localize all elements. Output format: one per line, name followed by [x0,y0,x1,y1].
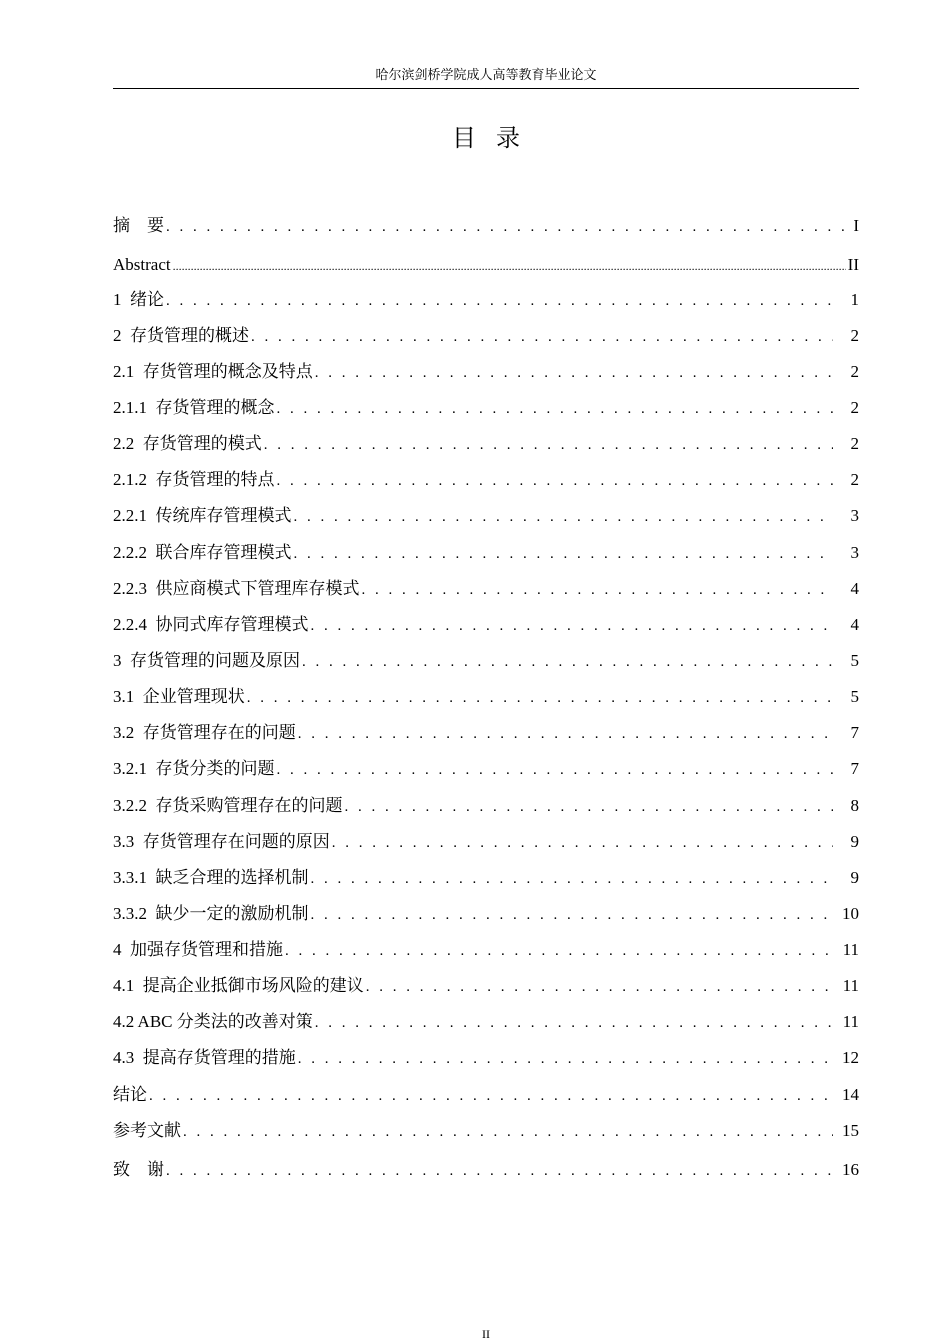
toc-entry-label: 2.2 存货管理的模式 [113,434,262,453]
toc-leader-dots [332,831,833,855]
toc-entry[interactable] [113,1083,859,1108]
toc-entry[interactable] [113,613,859,638]
toc-entry-page: 16 [842,1160,859,1179]
toc-entry[interactable] [113,685,859,710]
toc-entry-label: 3.3.1 缺乏合理的选择机制 [113,868,309,887]
toc-entry-label: 2.1.2 存货管理的特点 [113,470,275,489]
toc-leader-dots [311,614,834,638]
toc-entry-label: 2 存货管理的概述 [113,326,249,345]
toc-entry-label: 4 加强存货管理和措施 [113,940,283,959]
toc-entry-page: 2 [850,398,859,417]
toc-entry[interactable] [113,1046,859,1071]
toc-leader-dots [315,361,833,385]
toc-entry[interactable] [113,432,859,457]
toc-entry-label: 3.3 存货管理存在问题的原因 [113,832,330,851]
toc-entry-label: 2.1 存货管理的概念及特点 [113,362,313,381]
toc-entry-label: 结论 [113,1085,147,1104]
toc-entry[interactable] [113,468,859,493]
toc-leader-dots [302,650,833,674]
toc-leader-dots [277,758,834,782]
toc-leader-dots [173,254,846,278]
toc-entry-page: 4 [850,579,859,598]
toc-entry-label: 3.3.2 缺少一定的激励机制 [113,904,309,923]
toc-entry[interactable] [113,721,859,746]
toc-entry-page: 5 [850,687,859,706]
toc-entry[interactable] [113,938,859,963]
toc-entry-label: 3.2 存货管理存在的问题 [113,723,296,742]
toc-entry-label: Abstract [113,255,171,274]
toc-leader-dots [247,686,833,710]
toc-entry-page: II [847,255,859,274]
toc-entry-label: 1 绪论 [113,290,164,309]
toc-entry-page: 2 [850,326,859,345]
toc-entry[interactable] [113,902,859,927]
toc-entry-label: 2.2.1 传统库存管理模式 [113,506,292,525]
toc-entry-page: 9 [850,832,859,851]
page-number: II [482,1327,490,1341]
toc-entry[interactable] [113,396,859,421]
toc-leader-dots [277,469,834,493]
toc-entry-label: 4.3 提高存货管理的措施 [113,1048,296,1067]
toc-entry-page: 5 [850,651,859,670]
toc-entry-label: 参考文献 [113,1121,181,1140]
toc-leader-dots [345,795,834,819]
page-title: 目录 [452,124,540,152]
toc-entry-page: 11 [842,940,859,959]
toc-entry-label: 2.1.1 存货管理的概念 [113,398,275,417]
toc-entry[interactable] [113,253,859,278]
toc-entry[interactable] [113,360,859,385]
toc-entry[interactable] [113,866,859,891]
toc-leader-dots [183,1120,833,1144]
toc-leader-dots [166,1159,833,1183]
toc-leader-dots [298,722,833,746]
toc-entry-page: 1 [850,290,859,309]
toc-entry-page: 15 [842,1121,859,1140]
toc-entry[interactable] [113,757,859,782]
toc-entry[interactable] [113,1010,859,1035]
toc-entry-label: 2.2.3 供应商模式下管理库存模式 [113,579,360,598]
toc-entry-page: 8 [850,796,859,815]
toc-leader-dots [285,939,833,963]
toc-entry-page: 3 [850,543,859,562]
toc-entry[interactable] [113,214,859,239]
toc-entry-page: I [853,216,859,235]
toc-entry[interactable] [113,541,859,566]
running-header: 哈尔滨剑桥学院成人高等教育毕业论文 [375,67,597,82]
toc-entry-page: 9 [850,868,859,887]
toc-entry-page: 11 [842,976,859,995]
toc-leader-dots [366,975,833,999]
toc-entry-page: 2 [850,470,859,489]
toc-entry-label: 3.2.2 存货采购管理存在的问题 [113,796,343,815]
toc-leader-dots [277,397,834,421]
toc-entry-page: 14 [842,1085,859,1104]
toc-entry-page: 2 [850,362,859,381]
header-rule [113,88,859,89]
toc-entry-page: 4 [850,615,859,634]
toc-entry-label: 致 谢 [113,1160,164,1179]
toc-leader-dots [294,542,834,566]
toc-entry[interactable] [113,504,859,529]
toc-leader-dots [166,289,833,313]
toc-leader-dots [264,433,833,457]
toc-entry-page: 2 [850,434,859,453]
toc-entry[interactable] [113,577,859,602]
toc-entry-page: 12 [842,1048,859,1067]
toc-entry-page: 3 [850,506,859,525]
toc-entry-label: 4.1 提高企业抵御市场风险的建议 [113,976,364,995]
toc-entry-label: 3 存货管理的问题及原因 [113,651,300,670]
toc-entry[interactable] [113,1158,859,1183]
toc-leader-dots [311,867,834,891]
toc-entry-page: 11 [842,1012,859,1031]
toc-entry-label: 3.2.1 存货分类的问题 [113,759,275,778]
toc-entry[interactable] [113,830,859,855]
toc-entry[interactable] [113,794,859,819]
toc-entry-label: 摘 要 [113,216,164,235]
toc-entry[interactable] [113,974,859,999]
toc-entry-label: 4.2 ABC 分类法的改善对策 [113,1012,313,1031]
toc-entry-label: 2.2.2 联合库存管理模式 [113,543,292,562]
toc-leader-dots [166,215,851,239]
toc-leader-dots [298,1047,833,1071]
toc-leader-dots [311,903,834,927]
toc-entry[interactable] [113,1119,859,1144]
toc-entry[interactable] [113,649,859,674]
toc-entry[interactable] [113,324,859,349]
toc-leader-dots [362,578,834,602]
toc-entry-label: 3.1 企业管理现状 [113,687,245,706]
toc-entry-label: 2.2.4 协同式库存管理模式 [113,615,309,634]
toc-entry-page: 7 [850,723,859,742]
toc-entry-page: 10 [842,904,859,923]
toc-leader-dots [294,505,834,529]
toc-entry[interactable] [113,288,859,313]
toc-leader-dots [149,1084,833,1108]
toc-leader-dots [251,325,833,349]
toc-entry-page: 7 [850,759,859,778]
toc-leader-dots [315,1011,833,1035]
